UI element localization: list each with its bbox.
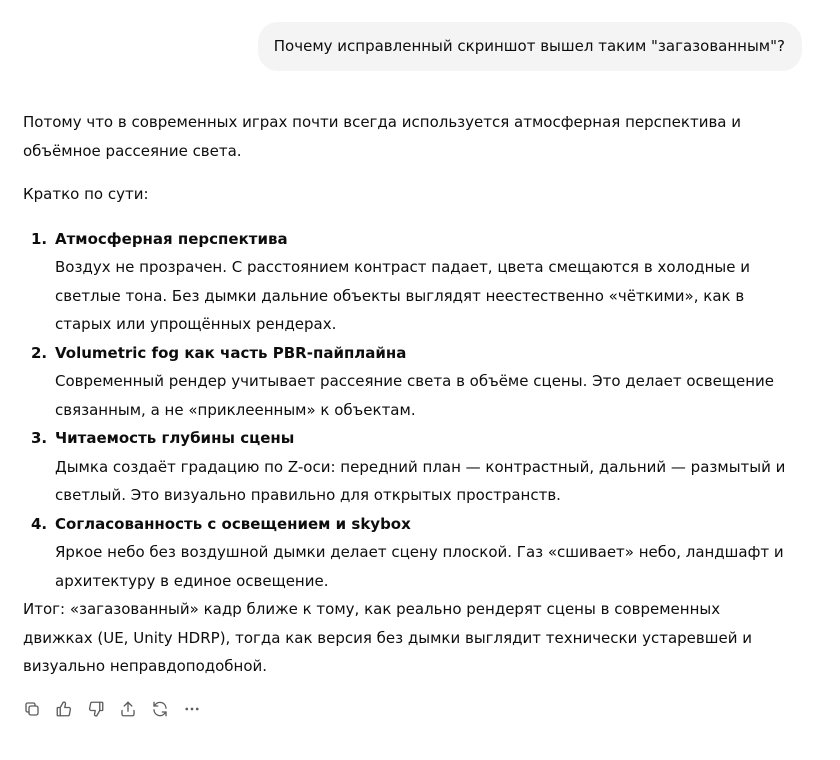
more-icon bbox=[183, 700, 201, 718]
list-item-body: Воздух не прозрачен. С расстоянием контраст падает, цвета смещаются в холодные и светлые тона. Без дымки дальние объекты выглядят неестественно «чёткими», как в старых или упрощённых рендерах. bbox=[55, 258, 751, 333]
thumbs-down-button[interactable] bbox=[85, 697, 107, 721]
answer-short-label: Кратко по сути: bbox=[23, 185, 149, 203]
list-item bbox=[23, 225, 793, 339]
regenerate-button[interactable] bbox=[149, 697, 171, 721]
list-item-number: 4. bbox=[31, 514, 48, 533]
list-item bbox=[23, 339, 793, 425]
thumbs-down-icon bbox=[87, 700, 105, 718]
list-item-number: 3. bbox=[31, 429, 48, 447]
list-item-body: Современный рендер учитывает рассеяние света в объёме сцены. Это делает освещение связанным, а не «приклеенным» к объектам. bbox=[55, 372, 775, 419]
list-item-body: Дымка создаёт градацию по Z-оси: передний план — контрастный, дальний — размытый и светлый. Это визуально правильно для открытых пространств. bbox=[55, 457, 786, 504]
list-item-number: 1. bbox=[31, 229, 48, 248]
thumbs-up-icon bbox=[55, 700, 73, 718]
share-icon bbox=[119, 700, 137, 718]
copy-button[interactable] bbox=[21, 697, 43, 721]
list-item-title: Читаемость глубины сцены bbox=[55, 429, 295, 447]
list-item-title: Согласованность с освещением и skybox bbox=[55, 514, 411, 533]
answer-intro: Потому что в современных играх почти всегда используется атмосферная перспектива и объёмное рассеяние света. bbox=[23, 113, 742, 160]
user-message-bubble: Почему исправленный скриншот вышел таким "загазованным"? bbox=[258, 22, 802, 71]
list-item bbox=[23, 510, 793, 596]
assistant-message bbox=[23, 108, 793, 681]
answer-list bbox=[23, 225, 793, 596]
user-message-row bbox=[258, 22, 802, 71]
list-item bbox=[23, 424, 793, 510]
copy-icon bbox=[23, 700, 41, 718]
list-item-body: Яркое небо без воздушной дымки делает сцену плоской. Газ «сшивает» небо, ландшафт и архитектуру в единое освещение. bbox=[55, 543, 784, 590]
answer-summary: Итог: «загазованный» кадр ближе к тому, как реально рендерят сцены в современных движках (UE, Unity HDRP), тогда как версия без дымки выглядит технически устаревшей и визуально неправдоподобной. bbox=[23, 600, 752, 675]
message-actions bbox=[21, 697, 203, 721]
share-button[interactable] bbox=[117, 697, 139, 721]
thumbs-up-button[interactable] bbox=[53, 697, 75, 721]
regenerate-icon bbox=[151, 700, 169, 718]
more-button[interactable] bbox=[181, 697, 203, 721]
list-item-number: 2. bbox=[31, 343, 48, 362]
list-item-title: Volumetric fog как часть PBR-пайплайна bbox=[55, 343, 407, 362]
list-item-title: Атмосферная перспектива bbox=[55, 229, 288, 248]
